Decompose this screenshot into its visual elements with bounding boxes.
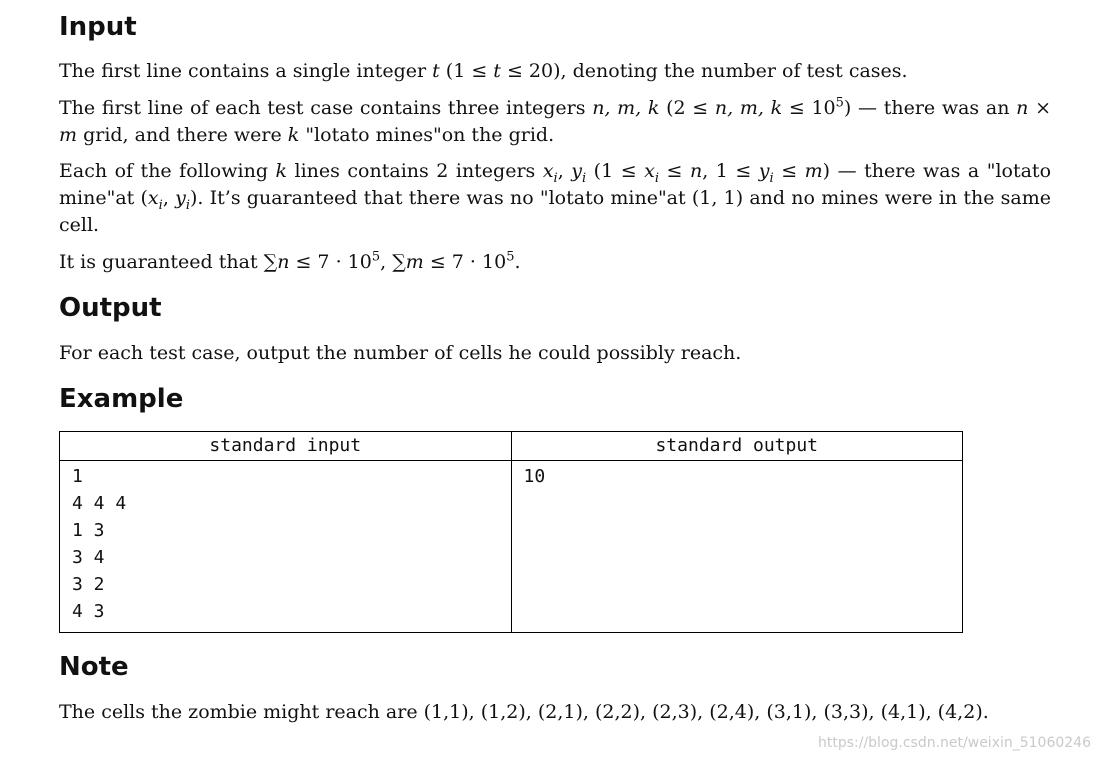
input-paragraph-nmk: The first line of each test case contains three integers n, m, k (2 ≤ n, m, $k \le 10^5$) — there was an n × m grid, and there were k "lotato mines"on the grid. — [59, 95, 1051, 146]
output-column-header: standard output — [511, 432, 963, 461]
input-line: 4 4 4 — [72, 493, 127, 514]
input-column-header: standard input — [60, 432, 512, 461]
output-text: For each test case, output the number of cells he could possibly reach. — [59, 342, 742, 364]
standard-input-cell — [60, 461, 512, 633]
input-line: 3 4 — [72, 547, 105, 568]
input-line: 1 3 — [72, 520, 105, 541]
standard-output-cell — [511, 461, 963, 633]
input-line: 4 3 — [72, 601, 105, 622]
output-line: 10 — [523, 466, 546, 487]
watermark: https://blog.csdn.net/weixin_51060246 — [817, 735, 1091, 751]
output-heading: Output — [59, 293, 162, 323]
note-heading: Note — [59, 652, 129, 682]
input-paragraph-mines: Each of the following k lines contains 2 integers $x_i$, $y_i$ ($1 \le x_i \le n$, $1 \le y_i \le m$) — there was a "lotato mine"at ($x_i$, $y_i$). It’s guaranteed that there was no "lotato mine"at (1, 1) and no mines were in the same cell. — [59, 160, 1052, 236]
input-line: 1 — [72, 466, 83, 487]
input-paragraph-t: The first line contains a single integer t (1 ≤ t ≤ 20), denoting the number of test cases. — [59, 60, 908, 82]
note-text: The cells the zombie might reach are (1,1), (1,2), (2,1), (2,2), (2,3), (2,4), (3,1), (3,3), (4,1), (4,2). — [59, 701, 989, 723]
example-table — [59, 431, 963, 633]
input-paragraph-sum: It is guaranteed that $\sum n \le 7 \cdot 10^5$, $\sum m \le 7 \cdot 10^5$. — [59, 249, 521, 273]
example-heading: Example — [59, 384, 184, 414]
input-heading: Input — [59, 12, 137, 42]
input-line: 3 2 — [72, 574, 105, 595]
